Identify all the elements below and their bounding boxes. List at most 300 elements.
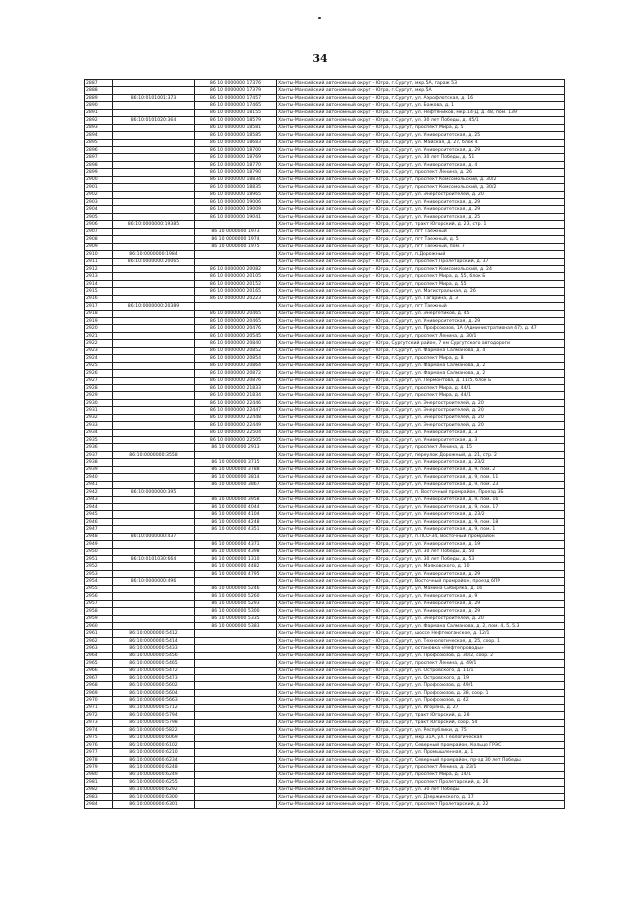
row-number-cell: 2904 (85, 206, 113, 213)
cadastral-number-cell (113, 332, 195, 339)
cadastral-number-cell (113, 362, 195, 369)
address-cell: Ханты-Мансийский автономный округ - Югра, г.Сургут, ул. 30 лет Победы, д. 53 (277, 556, 565, 563)
row-number-cell: 2903 (85, 199, 113, 206)
cadastral-number-cell (113, 310, 195, 317)
object-code-cell: 86 10 0000000 18770 (195, 161, 277, 168)
object-code-cell: 86 10 0000000 20476 (195, 325, 277, 332)
table-row (85, 541, 565, 548)
table-row (85, 652, 565, 659)
address-cell: Ханты-Мансийский автономный округ - Югра, г.Сургут, ул. Островского, д. 11/1 (277, 667, 565, 674)
cadastral-number-cell: 86:10:0000000:5604 (113, 689, 195, 696)
cadastral-number-cell: 86:10:0000000:5822 (113, 727, 195, 734)
cadastral-number-cell: 86:10:0000000:395 (113, 489, 195, 496)
cadastral-number-cell (113, 340, 195, 347)
table-row (85, 712, 565, 719)
cadastral-number-cell (113, 80, 195, 87)
cadastral-number-cell: 86:10:0101020:364 (113, 117, 195, 124)
address-cell: Ханты-Мансийский автономный округ - Югра, г.Сургут, проспект Мира, д. 8 (277, 355, 565, 362)
object-code-cell: 86 10 0000000 19006 (195, 199, 277, 206)
object-code-cell: 86 10 0000000 20165 (195, 288, 277, 295)
table-row (85, 630, 565, 637)
table-row (85, 556, 565, 563)
row-number-cell: 2966 (85, 667, 113, 674)
cadastral-number-cell (113, 399, 195, 406)
address-cell: Ханты-Мансийский автономный округ - Югра, г.Сургут, ул. Профсоюзов, д. 42 (277, 697, 565, 704)
cadastral-number-cell (113, 481, 195, 488)
cadastral-number-cell: 86:10:0000000:5712 (113, 704, 195, 711)
object-code-cell: 86 10 0000000 5383 (195, 622, 277, 629)
table-row (85, 466, 565, 473)
row-number-cell: 2920 (85, 325, 113, 332)
object-code-cell: 86 10 0000000 4044 (195, 503, 277, 510)
cadastral-number-cell (113, 503, 195, 510)
table-row (85, 600, 565, 607)
cadastral-number-cell: 86:10:0000000:6234 (113, 756, 195, 763)
cadastral-number-cell (113, 422, 195, 429)
table-row (85, 704, 565, 711)
address-cell: Ханты-Мансийский автономный округ - Югра, г.Сургут, проспект Комсомольский, д. 30/2 (277, 176, 565, 183)
address-cell: Ханты-Мансийский автономный округ - Югра, г.Сургут, ул. Университетская, д. 9, пом. 11 (277, 474, 565, 481)
row-number-cell: 2917 (85, 303, 113, 310)
object-code-cell (195, 794, 277, 801)
object-code-cell (195, 801, 277, 808)
row-number-cell: 2935 (85, 437, 113, 444)
row-number-cell: 2896 (85, 146, 113, 153)
table-row (85, 332, 565, 339)
address-cell: Ханты-Мансийский автономный округ - Югра, г.Сургут, пгт Таежный, д. 5 (277, 236, 565, 243)
object-code-cell: 86 10 0000000 5260 (195, 593, 277, 600)
object-code-cell: 86 10 0000000 20864 (195, 362, 277, 369)
row-number-cell: 2931 (85, 407, 113, 414)
address-cell: Ханты-Мансийский автономный округ - Югра, г.Сургут, тракт Югорский, д. 28 (277, 712, 565, 719)
row-number-cell: 2969 (85, 689, 113, 696)
address-cell: Ханты-Мансийский автономный округ - Югра, г.Сургут, ул. Фармана Салманова, д. 2 (277, 370, 565, 377)
cadastral-number-cell (113, 585, 195, 592)
table-row (85, 407, 565, 414)
object-code-cell: 86 10 0000000 5246 (195, 585, 277, 592)
row-number-cell: 2953 (85, 570, 113, 577)
row-number-cell: 2910 (85, 251, 113, 258)
table-row (85, 608, 565, 615)
cadastral-number-cell (113, 176, 195, 183)
object-code-cell (195, 704, 277, 711)
cadastral-number-cell (113, 622, 195, 629)
address-cell: Ханты-Мансийский автономный округ - Югра, г.Сургут, тракт Югорский, д. 23, стр. 1 (277, 221, 565, 228)
table-row (85, 801, 565, 808)
table-row (85, 184, 565, 191)
table-row (85, 94, 565, 101)
table-row (85, 444, 565, 451)
object-code-cell (195, 712, 277, 719)
address-cell: Ханты-Мансийский автономный округ - Югра, г.Сургут, проспект Ленина, д. 30/1 (277, 332, 565, 339)
table-row (85, 295, 565, 302)
row-number-cell: 2924 (85, 355, 113, 362)
cadastral-number-cell: 86:10:0000000:5414 (113, 637, 195, 644)
address-cell: Ханты-Мансийский автономный округ - Югра, г.Сургут, ул. Университетская, д. 29 (277, 206, 565, 213)
row-number-cell: 2888 (85, 87, 113, 94)
address-cell: Ханты-Мансийский автономный округ - Югра, г.Сургут, ул. Островского, д. 19 (277, 675, 565, 682)
object-code-cell: 86 10 0000000 22504 (195, 429, 277, 436)
row-number-cell: 2973 (85, 719, 113, 726)
row-number-cell: 2915 (85, 288, 113, 295)
row-number-cell: 2911 (85, 258, 113, 265)
address-cell: Ханты-Мансийский автономный округ - Югра, г.Сургут, ул. Фармана Салманова, д. 2, пом. 4, 5, 5.3 (277, 622, 565, 629)
cadastral-number-cell (113, 384, 195, 391)
row-number-cell: 2907 (85, 228, 113, 235)
row-number-cell: 2938 (85, 459, 113, 466)
table-row (85, 392, 565, 399)
object-code-cell (195, 645, 277, 652)
row-number-cell: 2981 (85, 779, 113, 786)
object-code-cell: 86 10 0000000 4104 (195, 511, 277, 518)
row-number-cell: 2978 (85, 756, 113, 763)
table-row (85, 689, 565, 696)
object-code-cell: 86 10 0000000 3715 (195, 459, 277, 466)
address-cell: Ханты-Мансийский автономный округ - Югра, г.Сургут, ул. Мамина Сибиряка, д. 16 (277, 585, 565, 592)
object-code-cell: 86 10 0000000 22446 (195, 399, 277, 406)
table-row (85, 637, 565, 644)
cadastral-number-cell (113, 570, 195, 577)
row-number-cell: 2893 (85, 124, 113, 131)
object-code-cell (195, 689, 277, 696)
table-row (85, 303, 565, 310)
address-cell: Ханты-Мансийский автономный округ - Югра, г.Сургут, проспект Мира, д. 55, блок Б (277, 273, 565, 280)
object-code-cell: 86 10 0000000 3788 (195, 466, 277, 473)
table-row (85, 370, 565, 377)
cadastral-number-cell (113, 213, 195, 220)
cadastral-number-cell: 86:10:0000000:6292 (113, 786, 195, 793)
cadastral-number-cell (113, 474, 195, 481)
address-cell: Ханты-Мансийский автономный округ - Югра, г.Сургут, ул. Университетская, д. 25 (277, 132, 565, 139)
table-row (85, 474, 565, 481)
object-code-cell: 86 10 0000000 5293 (195, 600, 277, 607)
cadastral-number-cell (113, 377, 195, 384)
row-number-cell: 2950 (85, 548, 113, 555)
object-code-cell: 86 10 0000000 20152 (195, 280, 277, 287)
cadastral-number-cell (113, 608, 195, 615)
row-number-cell: 2941 (85, 481, 113, 488)
address-cell: Ханты-Мансийский автономный округ - Югра, г.Сургут, ул. Университетская, д. 9, пом. 1 (277, 526, 565, 533)
object-code-cell (195, 251, 277, 258)
table-row (85, 518, 565, 525)
row-number-cell: 2962 (85, 637, 113, 644)
cadastral-number-cell: 86:10:0000000:20065 (113, 258, 195, 265)
object-code-cell: 86 10 0000000 22447 (195, 407, 277, 414)
table-row (85, 459, 565, 466)
object-code-cell: 86 10 0000000 4351 (195, 526, 277, 533)
object-code-cell (195, 660, 277, 667)
object-code-cell (195, 786, 277, 793)
cadastral-number-cell (113, 563, 195, 570)
object-code-cell: 86 10 0000000 20082 (195, 265, 277, 272)
row-number-cell: 2954 (85, 578, 113, 585)
object-code-cell (195, 637, 277, 644)
cadastral-number-cell: 86:10:0000000:6069 (113, 734, 195, 741)
row-number-cell: 2946 (85, 518, 113, 525)
row-number-cell: 2925 (85, 362, 113, 369)
object-code-cell: 86 10 0000000 1974 (195, 236, 277, 243)
object-code-cell: 86 10 0000000 17465 (195, 102, 277, 109)
cadastral-number-cell: 86:10:0000000:5456 (113, 652, 195, 659)
object-code-cell: 86 10 0000000 1310 (195, 556, 277, 563)
cadastral-number-cell (113, 466, 195, 473)
object-code-cell (195, 533, 277, 540)
address-cell: Ханты-Мансийский автономный округ - Югра, г.Сургут, остановка «Нефтепроводы» (277, 645, 565, 652)
object-code-cell: 86 10 0000000 22448 (195, 414, 277, 421)
cadastral-number-cell (113, 206, 195, 213)
cadastral-number-cell (113, 154, 195, 161)
table-row (85, 280, 565, 287)
table-row (85, 362, 565, 369)
table-row (85, 786, 565, 793)
table-row (85, 258, 565, 265)
address-cell: Ханты-Мансийский автономный округ - Югра, г.Сургут, проспект Мира, д. 55 (277, 280, 565, 287)
row-number-cell: 2929 (85, 392, 113, 399)
object-code-cell: 86 10 0000000 18834 (195, 176, 277, 183)
address-cell: Ханты-Мансийский автономный округ - Югра, г.Сургут, пгт Таежный, пом. 7 (277, 243, 565, 250)
row-number-cell: 2974 (85, 727, 113, 734)
table-row (85, 347, 565, 354)
row-number-cell: 2936 (85, 444, 113, 451)
row-number-cell: 2937 (85, 451, 113, 458)
cadastral-number-cell (113, 407, 195, 414)
object-code-cell (195, 727, 277, 734)
address-cell: Ханты-Мансийский автономный округ - Югра, г.Сургут, ул. Промышленная, д. 1 (277, 749, 565, 756)
cadastral-number-cell: 86:10:0000000:5433 (113, 645, 195, 652)
object-code-cell (195, 451, 277, 458)
table-row (85, 526, 565, 533)
table-row (85, 176, 565, 183)
address-cell: Ханты-Мансийский автономный округ - Югра, г.Сургут, ул. Маяковского, д. 10 (277, 563, 565, 570)
cadastral-number-cell (113, 437, 195, 444)
object-code-cell: 86 10 0000000 1975 (195, 243, 277, 250)
table-row (85, 221, 565, 228)
table-row (85, 593, 565, 600)
table-row (85, 243, 565, 250)
object-code-cell: 86 10 0000000 3867 (195, 481, 277, 488)
address-cell: Ханты-Мансийский автономный округ - Югра, г.Сургут, ул. Университетская, д. 29 (277, 318, 565, 325)
object-code-cell: 86 10 0000000 4482 (195, 563, 277, 570)
cadastral-number-cell (113, 236, 195, 243)
table-row (85, 503, 565, 510)
object-code-cell (195, 630, 277, 637)
row-number-cell: 2955 (85, 585, 113, 592)
row-number-cell: 2890 (85, 102, 113, 109)
cadastral-number-cell: 86:10:0000000:5465 (113, 660, 195, 667)
page-number: 34 (312, 52, 328, 65)
table-row (85, 109, 565, 116)
address-cell: Ханты-Мансийский автономный округ - Югра, г.Сургут, ул. Энергостроителей, д. 20 (277, 414, 565, 421)
object-code-cell: 86 10 0000000 18965 (195, 191, 277, 198)
table-row (85, 563, 565, 570)
address-cell: Ханты-Мансийский автономный округ - Югра, г.Сургут, Северный промрайон, пр-зд 30 лет Победы (277, 756, 565, 763)
row-number-cell: 2980 (85, 771, 113, 778)
row-number-cell: 2914 (85, 280, 113, 287)
address-cell: Ханты-Мансийский автономный округ - Югра, г.Сургут, ул. Профсоюзов, д. 38, соор. 1 (277, 689, 565, 696)
table-row (85, 697, 565, 704)
address-cell: Ханты-Мансийский автономный округ - Югра, г.Сургут, ул. Университетская, д. 3 (277, 437, 565, 444)
address-cell: Ханты-Мансийский автономный округ - Югра, г.Сургут, ул. Энергостроителей, д. 20 (277, 399, 565, 406)
cadastral-number-cell (113, 87, 195, 94)
row-number-cell: 2927 (85, 377, 113, 384)
cadastral-number-cell: 86:10:0000000:6301 (113, 801, 195, 808)
cadastral-number-cell: 86:10:0000000:5798 (113, 719, 195, 726)
table-row (85, 318, 565, 325)
address-cell: Ханты-Мансийский автономный округ - Югра, г.Сургут, проспект Пролетарский, д. 37 (277, 258, 565, 265)
address-cell: Ханты-Мансийский автономный округ - Югра, г.Сургут, шоссе Нефтеюганское, д. 12/1 (277, 630, 565, 637)
address-cell: Ханты-Мансийский автономный округ - Югра, г.Сургут, ул. Университетская, д. 23/2 (277, 459, 565, 466)
row-number-cell: 2889 (85, 94, 113, 101)
row-number-cell: 2900 (85, 176, 113, 183)
row-number-cell: 2943 (85, 496, 113, 503)
object-code-cell: 86 10 0000000 19041 (195, 213, 277, 220)
row-number-cell: 2960 (85, 622, 113, 629)
cadastral-number-cell (113, 518, 195, 525)
address-cell: Ханты-Мансийский автономный округ - Югра, г.Сургут, ул. Энергостроителей, д. 20 (277, 191, 565, 198)
table-row (85, 384, 565, 391)
address-cell: Ханты-Мансийский автономный округ - Югра, г.Сургут, ул. Энергостроителей, д. 20 (277, 407, 565, 414)
table-row (85, 146, 565, 153)
address-cell: Ханты-Мансийский автономный округ - Югра, г.Сургут, ул. 30 лет Победы (277, 786, 565, 793)
object-code-cell (195, 734, 277, 741)
row-number-cell: 2899 (85, 169, 113, 176)
object-code-cell: 86 10 0000000 20852 (195, 347, 277, 354)
row-number-cell: 2939 (85, 466, 113, 473)
cadastral-number-cell (113, 548, 195, 555)
row-number-cell: 2972 (85, 712, 113, 719)
row-number-cell: 2968 (85, 682, 113, 689)
cadastral-number-cell (113, 600, 195, 607)
address-cell: Ханты-Мансийский автономный округ - Югра, г.Сургут, п.Дорожный (277, 251, 565, 258)
row-number-cell: 2909 (85, 243, 113, 250)
row-number-cell: 2944 (85, 503, 113, 510)
registry-table-body (85, 80, 565, 809)
address-cell: Ханты-Мансийский автономный округ - Югра, г.Сургут, проспект Пролетарский, д. 22 (277, 801, 565, 808)
table-row (85, 511, 565, 518)
row-number-cell: 2918 (85, 310, 113, 317)
object-code-cell (195, 221, 277, 228)
table-row (85, 437, 565, 444)
address-cell: Ханты-Мансийский автономный округ - Югра, г.Сургут, ул. Профсоюзов, д. 49/1 (277, 682, 565, 689)
row-number-cell: 2956 (85, 593, 113, 600)
cadastral-number-cell (113, 243, 195, 250)
cadastral-number-cell: 86:10:0000000:6248 (113, 764, 195, 771)
object-code-cell (195, 652, 277, 659)
row-number-cell: 2902 (85, 191, 113, 198)
address-cell: Ханты-Мансийский автономный округ - Югра, г.Сургут, ул. Университетская, д. 29 (277, 146, 565, 153)
row-number-cell: 2983 (85, 794, 113, 801)
cadastral-number-cell: 86:10:0000000:6249 (113, 771, 195, 778)
address-cell: Ханты-Мансийский автономный округ - Югра, г.Сургут, проспект Мира, д. 5 (277, 124, 565, 131)
row-number-cell: 2949 (85, 541, 113, 548)
table-row (85, 570, 565, 577)
table-row (85, 199, 565, 206)
cadastral-number-cell (113, 355, 195, 362)
cadastral-number-cell: 86:10:0000000:6300 (113, 794, 195, 801)
row-number-cell: 2979 (85, 764, 113, 771)
object-code-cell (195, 675, 277, 682)
address-cell: Ханты-Мансийский автономный округ - Югра, г.Сургут, ул. Университетская, д. 29 (277, 600, 565, 607)
row-number-cell: 2891 (85, 109, 113, 116)
cadastral-number-cell (113, 280, 195, 287)
row-number-cell: 2942 (85, 489, 113, 496)
cadastral-number-cell: 86:10:0000000:5472 (113, 667, 195, 674)
row-number-cell: 2957 (85, 600, 113, 607)
address-cell: Ханты-Мансийский автономный округ - Югра, г.Сургут, ул. Фармана Салманова, д. 2 (277, 362, 565, 369)
row-number-cell: 2908 (85, 236, 113, 243)
address-cell: Ханты-Мансийский автономный округ - Югра, г.Сургут, ул. Дзержинского, д. 17 (277, 794, 565, 801)
row-number-cell: 2901 (85, 184, 113, 191)
table-row (85, 749, 565, 756)
table-row (85, 645, 565, 652)
object-code-cell (195, 749, 277, 756)
cadastral-number-cell (113, 429, 195, 436)
address-cell: Ханты-Мансийский автономный округ - Югра, г.Сургут, ул. Аэрофлотская, д. 16 (277, 94, 565, 101)
object-code-cell: 86 10 0000000 21833 (195, 384, 277, 391)
row-number-cell: 2916 (85, 295, 113, 302)
cadastral-number-cell (113, 541, 195, 548)
cadastral-number-cell (113, 288, 195, 295)
cadastral-number-cell (113, 146, 195, 153)
cadastral-number-cell (113, 265, 195, 272)
address-cell: Ханты-Мансийский автономный округ - Югра, г.Сургут, ул. Университетская, д. 25 (277, 213, 565, 220)
row-number-cell: 2913 (85, 273, 113, 280)
cadastral-number-cell (113, 132, 195, 139)
table-row (85, 451, 565, 458)
cadastral-number-cell (113, 444, 195, 451)
row-number-cell: 2921 (85, 332, 113, 339)
cadastral-number-cell (113, 273, 195, 280)
row-number-cell: 2922 (85, 340, 113, 347)
table-row (85, 682, 565, 689)
address-cell: Ханты-Мансийский автономный округ - Югра, Сургутский район, 7 км Сургутского автодороги (277, 340, 565, 347)
address-cell: Ханты-Мансийский автономный округ - Югра, г.Сургут, ул. Лермонтова, д. 11/5, блок Б (277, 377, 565, 384)
object-code-cell (195, 771, 277, 778)
table-row (85, 764, 565, 771)
address-cell: Ханты-Мансийский автономный округ - Югра, г.Сургут, ул. Республики, д. 75 (277, 727, 565, 734)
cadastral-number-cell: 86:10:0000000:6210 (113, 749, 195, 756)
address-cell: Ханты-Мансийский автономный округ - Югра, г.Сургут, ул. 30 лет Победы, д. 51 (277, 154, 565, 161)
address-cell: Ханты-Мансийский автономный округ - Югра, г.Сургут, ул. Университетская, д. 29 (277, 608, 565, 615)
row-number-cell: 2965 (85, 660, 113, 667)
object-code-cell (195, 667, 277, 674)
table-row (85, 213, 565, 220)
row-number-cell: 2906 (85, 221, 113, 228)
address-cell: Ханты-Мансийский автономный округ - Югра, г.Сургут, проспект Ленина, д. 23/1 (277, 764, 565, 771)
table-row (85, 794, 565, 801)
address-cell: Ханты-Мансийский автономный округ - Югра, г.Сургут, ул. 30 лет Победы, д. 45/1 (277, 117, 565, 124)
address-cell: Ханты-Мансийский автономный округ - Югра, г.Сургут, п. Восточный промрайон, Проезд 3Б (277, 489, 565, 496)
address-cell: Ханты-Мансийский автономный округ - Югра, г.Сургут, ул. Университетская, д. 23/2 (277, 511, 565, 518)
table-row (85, 622, 565, 629)
table-row (85, 779, 565, 786)
row-number-cell: 2894 (85, 132, 113, 139)
registry-table (84, 79, 565, 809)
address-cell: Ханты-Мансийский автономный округ - Югра, г.Сургут, проспект Комсомольский, д. 30/2 (277, 184, 565, 191)
table-row (85, 578, 565, 585)
table-row (85, 310, 565, 317)
address-cell: Ханты-Мансийский автономный округ - Югра, г.Сургут, мкр.5А (277, 87, 565, 94)
table-row (85, 161, 565, 168)
object-code-cell: 86 10 0000000 4795 (195, 570, 277, 577)
address-cell: Ханты-Мансийский автономный округ - Югра, г.Сургут, ул. Профсоюзов, 1А (Административная 47), д. 47 (277, 325, 565, 332)
address-cell: Ханты-Мансийский автономный округ - Югра, г.Сургут, мкр.5А, гараж 53 (277, 80, 565, 87)
cadastral-number-cell (113, 124, 195, 131)
cadastral-number-cell (113, 414, 195, 421)
row-number-cell: 2926 (85, 370, 113, 377)
table-row (85, 102, 565, 109)
table-row (85, 481, 565, 488)
